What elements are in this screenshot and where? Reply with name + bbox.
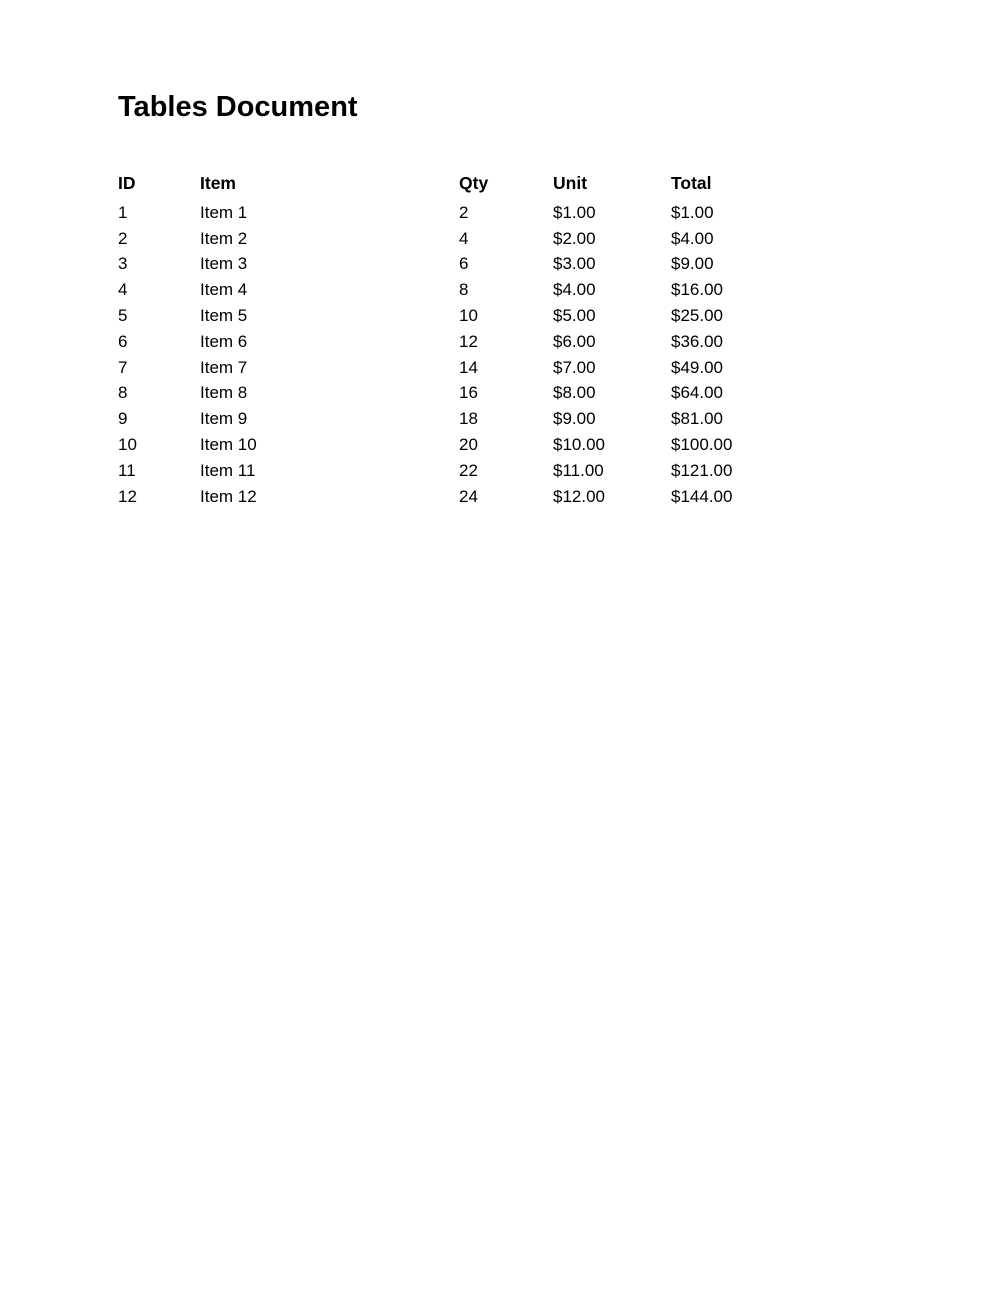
cell-item: Item 2: [200, 228, 248, 248]
cell-qty: 4: [459, 228, 469, 248]
cell-total: $16.00: [671, 280, 723, 300]
table-row: [118, 381, 771, 407]
cell-id: 2: [118, 228, 128, 248]
cell-id: 11: [118, 460, 136, 480]
table-row: [118, 355, 771, 381]
cell-total: $1.00: [671, 202, 714, 222]
table-body: [118, 200, 771, 510]
cell-item: Item 7: [200, 357, 248, 377]
table-row: [118, 252, 771, 278]
document-title: Tables Document: [118, 91, 358, 123]
cell-id: 10: [118, 435, 137, 455]
cell-total: $25.00: [671, 306, 723, 326]
cell-id: 7: [118, 357, 128, 377]
cell-unit: $5.00: [553, 306, 596, 326]
cell-qty: 8: [459, 280, 469, 300]
cell-qty: 22: [459, 460, 478, 480]
cell-item: Item 4: [200, 280, 248, 300]
cell-qty: 2: [459, 202, 469, 222]
cell-item: Item 8: [200, 383, 248, 403]
cell-id: 6: [118, 331, 128, 351]
cell-item: Item 12: [200, 486, 257, 506]
cell-total: $81.00: [671, 409, 723, 429]
cell-unit: $2.00: [553, 228, 596, 248]
cell-id: 8: [118, 383, 128, 403]
cell-unit: $7.00: [553, 357, 596, 377]
table-row: [118, 329, 771, 355]
cell-total: $100.00: [671, 435, 733, 455]
table-row: [118, 484, 771, 510]
cell-id: 9: [118, 409, 128, 429]
header-unit: Unit: [553, 172, 588, 193]
cell-total: $64.00: [671, 383, 723, 403]
cell-qty: 18: [459, 409, 478, 429]
cell-item: Item 10: [200, 435, 257, 455]
table-row: [118, 200, 771, 226]
cell-id: 1: [118, 202, 128, 222]
cell-unit: $9.00: [553, 409, 596, 429]
cell-unit: $11.00: [553, 460, 604, 480]
cell-unit: $4.00: [553, 280, 596, 300]
table-row: [118, 277, 771, 303]
header-id: ID: [118, 172, 136, 193]
cell-qty: 16: [459, 383, 478, 403]
cell-qty: 12: [459, 331, 478, 351]
table-row: [118, 432, 771, 458]
header-qty: Qty: [459, 172, 489, 193]
cell-qty: 24: [459, 486, 478, 506]
cell-unit: $3.00: [553, 254, 596, 274]
header-item: Item: [200, 172, 236, 193]
cell-id: 5: [118, 306, 128, 326]
cell-total: $49.00: [671, 357, 723, 377]
cell-id: 3: [118, 254, 128, 274]
cell-item: Item 11: [200, 460, 256, 480]
cell-total: $4.00: [671, 228, 714, 248]
cell-total: $121.00: [671, 460, 733, 480]
cell-total: $36.00: [671, 331, 723, 351]
cell-qty: 14: [459, 357, 478, 377]
cell-unit: $8.00: [553, 383, 596, 403]
table-row: [118, 226, 771, 252]
cell-total: $144.00: [671, 486, 733, 506]
cell-qty: 10: [459, 306, 478, 326]
cell-qty: 6: [459, 254, 469, 274]
cell-id: 4: [118, 280, 128, 300]
cell-qty: 20: [459, 435, 478, 455]
cell-item: Item 5: [200, 306, 248, 326]
cell-id: 12: [118, 486, 137, 506]
table-row: [118, 406, 771, 432]
cell-unit: $1.00: [553, 202, 596, 222]
cell-total: $9.00: [671, 254, 714, 274]
table-row: [118, 303, 771, 329]
items-table: [118, 170, 771, 510]
cell-unit: $6.00: [553, 331, 596, 351]
cell-unit: $12.00: [553, 486, 605, 506]
cell-item: Item 9: [200, 409, 248, 429]
cell-item: Item 1: [200, 202, 248, 222]
header-total: Total: [671, 172, 712, 193]
cell-unit: $10.00: [553, 435, 605, 455]
cell-item: Item 6: [200, 331, 248, 351]
table-row: [118, 458, 771, 484]
table-header-row: [118, 170, 771, 200]
cell-item: Item 3: [200, 254, 248, 274]
